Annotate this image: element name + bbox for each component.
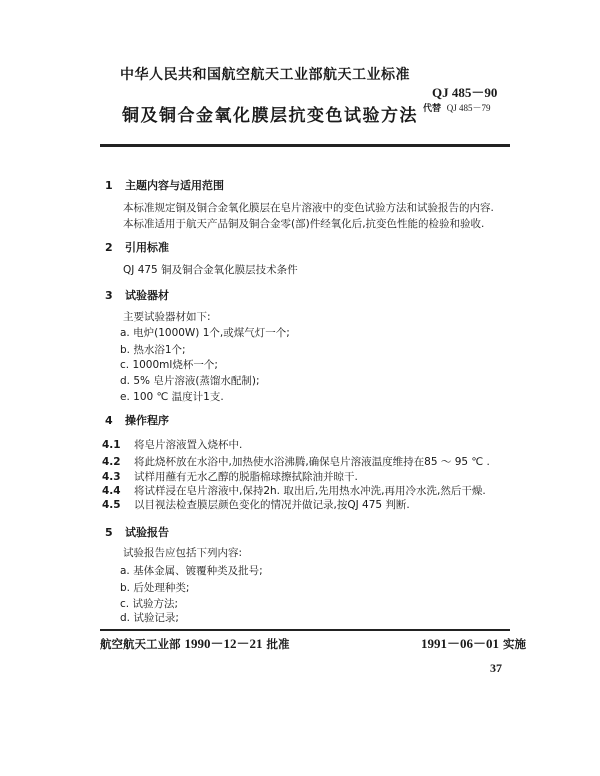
step-text: 试样用蘸有无水乙醇的脱脂棉球擦拭除油并晾干.	[134, 471, 358, 483]
section-2-heading	[105, 242, 169, 253]
step-number: 4.4	[102, 485, 121, 497]
effective-date: 1991－06－01	[421, 636, 500, 651]
section-number: 3	[105, 289, 113, 302]
step-number: 4.3	[102, 471, 121, 483]
replaces-note	[423, 104, 491, 114]
standard-number: QJ 485－90	[432, 85, 498, 100]
page-number: 37	[490, 661, 502, 675]
list-item: b. 后处理种类;	[120, 582, 190, 594]
section-number: 1	[105, 179, 113, 192]
step-text: 将皂片溶液置入烧杯中.	[134, 439, 243, 451]
list-item: d. 5% 皂片溶液(蒸馏水配制);	[120, 375, 260, 387]
paragraph: 本标准规定铜及铜合金氧化膜层在皂片溶液中的变色试验方法和试验报告的内容.	[123, 202, 494, 214]
list-item: b. 热水浴1个;	[120, 344, 186, 356]
section-number: 2	[105, 241, 113, 254]
paragraph: 主要试验器材如下:	[123, 311, 211, 323]
section-title: 引用标准	[125, 241, 169, 254]
effective-line	[421, 637, 526, 651]
approval-org: 航空航天工业部	[100, 637, 181, 651]
effective-label: 实施	[503, 637, 527, 651]
procedure-step	[102, 457, 490, 468]
step-number: 4.2	[102, 456, 121, 468]
section-title: 主题内容与适用范围	[125, 179, 224, 192]
document-title: 铜及铜合金氧化膜层抗变色试验方法	[122, 106, 418, 126]
paragraph: 试验报告应包括下列内容:	[123, 547, 243, 559]
list-item: a. 基体金属、镀覆种类及批号;	[120, 565, 263, 577]
list-item: d. 试验记录;	[120, 612, 179, 624]
section-3-heading	[105, 290, 169, 301]
footer-rule	[100, 629, 510, 631]
step-text: 将此烧杯放在水浴中,加热使水浴沸腾,确保皂片溶液温度维持在85 ～ 95 ℃ .	[134, 456, 490, 468]
replaces-label: 代替	[423, 104, 442, 114]
section-number: 4	[105, 414, 113, 427]
list-item: e. 100 ℃ 温度计1支.	[120, 391, 224, 403]
list-item: c. 试验方法;	[120, 598, 178, 610]
section-number: 5	[105, 526, 113, 539]
procedure-step	[102, 500, 410, 511]
header-rule	[100, 144, 510, 147]
section-title: 操作程序	[125, 414, 169, 427]
section-title: 试验报告	[125, 526, 169, 539]
list-item: c. 1000ml烧杯一个;	[120, 359, 218, 371]
step-text: 将试样浸在皂片溶液中,保持2h. 取出后,先用热水冲洗,再用冷水洗,然后干燥.	[134, 485, 486, 497]
referenced-standard: QJ 475 铜及铜合金氧化膜层技术条件	[123, 264, 298, 276]
approval-date: 1990－12－21	[184, 636, 263, 651]
approval-label: 批准	[266, 637, 290, 651]
paragraph: 本标准适用于航天产品铜及铜合金零(部)件经氧化后,抗变色性能的检验和验收.	[123, 218, 485, 230]
section-5-heading	[105, 527, 169, 538]
step-text: 以目视法检查膜层颜色变化的情况并做记录,按QJ 475 判断.	[134, 499, 410, 511]
procedure-step	[102, 440, 242, 451]
section-title: 试验器材	[125, 289, 169, 302]
step-number: 4.1	[102, 439, 121, 451]
procedure-step	[102, 472, 358, 483]
section-1-heading	[105, 180, 224, 191]
section-4-heading	[105, 415, 169, 426]
step-number: 4.5	[102, 499, 121, 511]
procedure-step	[102, 486, 486, 497]
replaces-number: QJ 485－79	[446, 103, 491, 113]
issuer-heading: 中华人民共和国航空航天工业部航天工业标准	[120, 67, 410, 83]
approval-line	[100, 637, 290, 651]
list-item: a. 电炉(1000W) 1个,或煤气灯一个;	[120, 327, 290, 339]
